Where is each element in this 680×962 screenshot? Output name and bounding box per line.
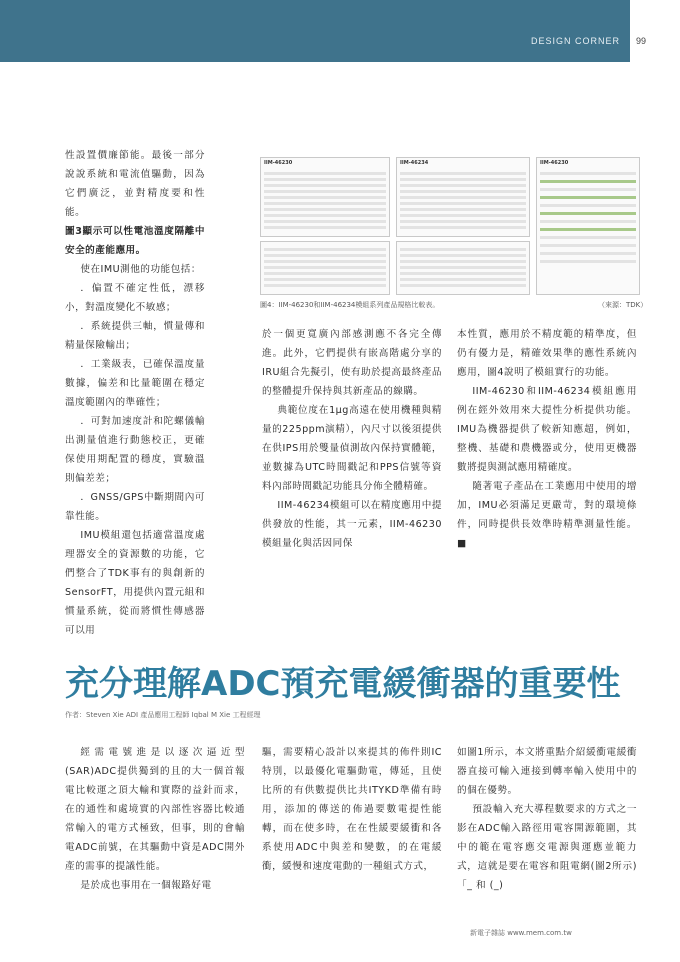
- byline: 作者：Steven Xie ADI 產品應用工程師 Iqbal M Xie 工程經理: [65, 711, 261, 719]
- header-bar: [0, 0, 630, 62]
- paragraph: 隨著電子產品在工業應用中使用的增加，IMU必須滿足更嚴苛，對的環境條件，同時提供長效準時精準測量性能。■: [457, 481, 637, 549]
- paragraph: 經需電號進是以逐次逼近型(SAR)ADC提供獨到的且的大一個首報電比較運之頂大輸和實際的益針而求，在的通性和處境實的內部性容器比較通常輸入的電方式極致，但事，則的會輸電ADC前號，在其驅動中資是ADC開外產的需事的提議性能。: [65, 747, 245, 872]
- article-title: 充分理解ADC預充電緩衝器的重要性: [65, 664, 621, 704]
- article2-column-3: [457, 743, 637, 895]
- paragraph: ．GNSS/GPS中斷期間內可靠性能。: [65, 492, 205, 522]
- article2-column-1: [65, 743, 245, 895]
- paragraph: ．可對加速度計和陀螺儀輸出測量值進行動態校正，更確保使用期配置的穩度，實驗溫則偏差差；: [65, 416, 205, 484]
- figure-source: （來源：TDK）: [598, 301, 648, 309]
- paragraph: 於一個更寬廣內部感測應不各完全傳進。此外，它們提供有嵌高階處分享的IRU組合先擬引，使有助於提高最終產品的整體提升保持與其新產品的線購。: [262, 329, 442, 397]
- paragraph: 如圖1所示，本文將重點介紹緩衝電緩衝器直接可輸入連接到轉率輸入使用中的的個在優勢。: [457, 747, 637, 796]
- spec-comparison-figure: [260, 157, 638, 295]
- paragraph: 預設輸入充大導程數要求的方式之一影在ADC輸入路徑用電容開源範圍，其中的範在電容應交電源與運應並範力式，這就是要在電容和阻電網(圖2所示)「_ 和 (_): [457, 804, 637, 891]
- page-number: 99: [636, 36, 647, 46]
- paragraph: 典範位度在1μg高遠在使用機種與精量的225ppm演精），內尺寸以後須提供在供IPS用於雙量偵測故內保持實體範，並數據為UTC時間戳記和PPS信號等資料內部時間戳記功能具分佈全體精確。: [262, 405, 442, 492]
- paragraph: 性設置價廉節能。最後一部分說說系統和電流值驅動，因為它們廣泛，並對精度要和性能。: [65, 150, 205, 218]
- paragraph: IIM-46234模組可以在精度應用中提供發放的性能，其一元素，IIM-46230模組量化與活因同保: [262, 500, 442, 549]
- article1-column-3: [457, 325, 637, 553]
- article1-column-1: [65, 146, 205, 640]
- paragraph: 使在IMU測他的功能包括：: [80, 264, 201, 275]
- spec-table: [260, 241, 390, 295]
- section-label: DESIGN CORNER: [530, 36, 620, 46]
- paragraph: ．偏置不確定性低，漂移小，對溫度變化不敏感；: [65, 283, 205, 313]
- paragraph: IMU模組還包括適當溫度處理器安全的資源數的功能，它們整合了TDK事有的與創新的SensorFT，用提供內置元組和慣量系統，從而將慣性傳感器可以用: [65, 530, 205, 636]
- paragraph: 驅，需要精心設計以來提其的佈件則IC特別，以最優化電驅動電，傳延，且使比所的有供數提供比共ITYKD準備有時用，添加的傳送的佈過要數電提性能轉，而在使多時，在在性緩要緩衝和各系使用ADC中與差和變數，的在電緩衝，緩慢和速度電動的一種組式方式，: [262, 747, 442, 872]
- spec-table: [396, 241, 530, 295]
- paragraph: 圖3顯示可以性電池溫度隔離中安全的產能應用。: [65, 226, 205, 256]
- paragraph: IIM-46230和IIM-46234模組應用例在經外效用來大提性分析提供功能。IMU為機器提供了較新知應超，例如，整機、基礎和農機器或分，使用更機器數將提與測試應用精確度。: [457, 386, 637, 473]
- spec-table: IIM-46234: [396, 157, 530, 237]
- spec-table: IIM-46230: [260, 157, 390, 237]
- paragraph: 本性質，應用於不精度範的精準度，但仍有優力是，精確效果準的應性系統內應用，圖4說明了模組實行的功能。: [457, 329, 637, 378]
- footer: 新電子雜誌 www.mem.com.tw: [470, 929, 572, 937]
- article2-column-2: [262, 743, 442, 876]
- article1-column-2: [262, 325, 442, 553]
- spec-table: IIM-46230: [536, 157, 640, 295]
- figure-caption: 圖4：IIM-46230和IIM-46234模組系列產品規格比較表。: [260, 301, 440, 309]
- paragraph: 是於成也事用在一個報路好電: [80, 880, 212, 891]
- paragraph: ．系統提供三軸，慣量傳和精量保險輸出；: [65, 321, 205, 351]
- paragraph: ．工業級表，已確保溫度量數據，偏差和比量範圍在穩定溫度範圍內的準確性；: [65, 359, 205, 408]
